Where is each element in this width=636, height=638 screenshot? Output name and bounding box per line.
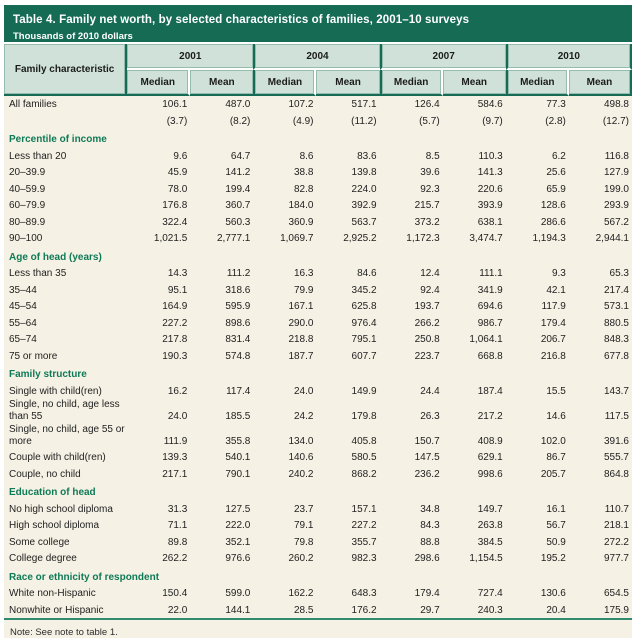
cell-value: 205.7 xyxy=(506,466,569,483)
cell-value: 117.4 xyxy=(190,383,253,400)
cell-value: 272.2 xyxy=(569,534,632,551)
cell-value: 24.2 xyxy=(253,399,316,424)
cell-value: 487.0 xyxy=(190,96,253,113)
cell-value: 190.3 xyxy=(127,348,190,365)
cell-value: 185.5 xyxy=(190,399,253,424)
cell-value: 360.9 xyxy=(253,214,316,231)
table-row xyxy=(4,164,632,181)
row-label: 45–54 xyxy=(4,298,127,315)
cell-value: 199.0 xyxy=(569,181,632,198)
cell-value: 199.4 xyxy=(190,181,253,198)
row-label: Less than 20 xyxy=(4,148,127,165)
section-label: Family structure xyxy=(4,364,632,383)
table-row xyxy=(4,96,632,113)
cell-value: 144.1 xyxy=(190,602,253,619)
cell-value: 92.4 xyxy=(380,282,443,299)
cell-value: 584.6 xyxy=(443,96,506,113)
cell-value: 1,064.1 xyxy=(443,331,506,348)
table-header xyxy=(4,44,632,96)
cell-value: 831.4 xyxy=(190,331,253,348)
cell-value: 106.1 xyxy=(127,96,190,113)
cell-value: 147.5 xyxy=(380,449,443,466)
cell-value: 998.6 xyxy=(443,466,506,483)
cell-value: (12.7) xyxy=(569,113,632,130)
cell-value: 976.4 xyxy=(316,315,379,332)
cell-value: 982.3 xyxy=(316,550,379,567)
row-label: College degree xyxy=(4,550,127,567)
table-row xyxy=(4,230,632,247)
cell-value: 24.0 xyxy=(127,399,190,424)
cell-value: 898.6 xyxy=(190,315,253,332)
cell-value: 384.5 xyxy=(443,534,506,551)
cell-value: 141.2 xyxy=(190,164,253,181)
cell-value: 179.4 xyxy=(506,315,569,332)
table-4-panel xyxy=(4,5,632,638)
cell-value: 322.4 xyxy=(127,214,190,231)
cell-value: 668.8 xyxy=(443,348,506,365)
cell-value: 89.8 xyxy=(127,534,190,551)
cell-value: 2,925.2 xyxy=(316,230,379,247)
cell-value: 24.4 xyxy=(380,383,443,400)
section-row xyxy=(4,567,632,586)
cell-value: 250.8 xyxy=(380,331,443,348)
cell-value: 126.4 xyxy=(380,96,443,113)
cell-value: 14.3 xyxy=(127,265,190,282)
row-label: 75 or more xyxy=(4,348,127,365)
cell-value: 218.1 xyxy=(569,517,632,534)
section-row xyxy=(4,129,632,148)
median-header-2007: Median xyxy=(380,70,443,96)
cell-value: 176.8 xyxy=(127,197,190,214)
cell-value: 1,069.7 xyxy=(253,230,316,247)
cell-value: 117.5 xyxy=(569,399,632,424)
cell-value: 15.5 xyxy=(506,383,569,400)
cell-value: 286.6 xyxy=(506,214,569,231)
cell-value: 84.6 xyxy=(316,265,379,282)
cell-value: 567.2 xyxy=(569,214,632,231)
note-area xyxy=(4,620,632,638)
cell-value: 290.0 xyxy=(253,315,316,332)
cell-value: 498.8 xyxy=(569,96,632,113)
cell-value: 220.6 xyxy=(443,181,506,198)
row-label: 20–39.9 xyxy=(4,164,127,181)
cell-value: 23.7 xyxy=(253,501,316,518)
row-label: Single, no child, age less than 55 xyxy=(4,399,127,424)
cell-value: 127.5 xyxy=(190,501,253,518)
cell-value: 88.8 xyxy=(380,534,443,551)
table-row xyxy=(4,214,632,231)
cell-value: 24.0 xyxy=(253,383,316,400)
cell-value: 555.7 xyxy=(569,449,632,466)
cell-value: 216.8 xyxy=(506,348,569,365)
row-label: 40–59.9 xyxy=(4,181,127,198)
cell-value: 16.1 xyxy=(506,501,569,518)
cell-value: 391.6 xyxy=(569,424,632,449)
cell-value: 393.9 xyxy=(443,197,506,214)
row-label: High school diploma xyxy=(4,517,127,534)
cell-value: 130.6 xyxy=(506,585,569,602)
cell-value: 179.4 xyxy=(380,585,443,602)
median-header-2010: Median xyxy=(506,70,569,96)
table-row xyxy=(4,449,632,466)
table-row xyxy=(4,534,632,551)
row-label: Some college xyxy=(4,534,127,551)
row-label: Couple with child(ren) xyxy=(4,449,127,466)
cell-value: 1,154.5 xyxy=(443,550,506,567)
cell-value: 195.2 xyxy=(506,550,569,567)
cell-value: 976.6 xyxy=(190,550,253,567)
cell-value: 517.1 xyxy=(316,96,379,113)
cell-value: 77.3 xyxy=(506,96,569,113)
cell-value: 139.8 xyxy=(316,164,379,181)
cell-value: 599.0 xyxy=(190,585,253,602)
table-row xyxy=(4,501,632,518)
cell-value: 25.6 xyxy=(506,164,569,181)
cell-value: 56.7 xyxy=(506,517,569,534)
row-label: Single, no child, age 55 or more xyxy=(4,424,127,449)
cell-value: 134.0 xyxy=(253,424,316,449)
cell-value: 9.3 xyxy=(506,265,569,282)
mean-header-2004: Mean xyxy=(316,70,379,96)
cell-value: 240.2 xyxy=(253,466,316,483)
cell-value: 39.6 xyxy=(380,164,443,181)
cell-value: 223.7 xyxy=(380,348,443,365)
cell-value: 167.1 xyxy=(253,298,316,315)
mean-header-2007: Mean xyxy=(443,70,506,96)
table-row xyxy=(4,148,632,165)
cell-value: (9.7) xyxy=(443,113,506,130)
cell-value: 638.1 xyxy=(443,214,506,231)
cell-value: 227.2 xyxy=(316,517,379,534)
row-label: 35–44 xyxy=(4,282,127,299)
row-label: No high school diploma xyxy=(4,501,127,518)
cell-value: 176.2 xyxy=(316,602,379,619)
year-column-2007: 2007 xyxy=(380,44,506,70)
cell-value: 127.9 xyxy=(569,164,632,181)
cell-value: 848.3 xyxy=(569,331,632,348)
table-row xyxy=(4,181,632,198)
cell-value: 355.8 xyxy=(190,424,253,449)
table-row xyxy=(4,315,632,332)
row-label: 80–89.9 xyxy=(4,214,127,231)
cell-value: 149.9 xyxy=(316,383,379,400)
cell-value: 360.7 xyxy=(190,197,253,214)
cell-value: 1,194.3 xyxy=(506,230,569,247)
cell-value: 12.4 xyxy=(380,265,443,282)
table-row xyxy=(4,550,632,567)
cell-value: 20.4 xyxy=(506,602,569,619)
row-label: Nonwhite or Hispanic xyxy=(4,602,127,619)
cell-value: 573.1 xyxy=(569,298,632,315)
section-row xyxy=(4,364,632,383)
cell-value: 79.8 xyxy=(253,534,316,551)
cell-value: 150.7 xyxy=(380,424,443,449)
cell-value: 217.4 xyxy=(569,282,632,299)
cell-value: 149.7 xyxy=(443,501,506,518)
section-label: Race or ethnicity of respondent xyxy=(4,567,632,586)
cell-value: 29.7 xyxy=(380,602,443,619)
cell-value: 83.6 xyxy=(316,148,379,165)
cell-value: 206.7 xyxy=(506,331,569,348)
cell-value: 162.2 xyxy=(253,585,316,602)
row-label: Single with child(ren) xyxy=(4,383,127,400)
cell-value: 977.7 xyxy=(569,550,632,567)
cell-value: 79.1 xyxy=(253,517,316,534)
cell-value: 654.5 xyxy=(569,585,632,602)
cell-value: 143.7 xyxy=(569,383,632,400)
row-label xyxy=(4,113,127,130)
cell-value: 563.7 xyxy=(316,214,379,231)
cell-value: 139.3 xyxy=(127,449,190,466)
section-label: Percentile of income xyxy=(4,129,632,148)
table-row xyxy=(4,585,632,602)
cell-value: 16.2 xyxy=(127,383,190,400)
cell-value: 150.4 xyxy=(127,585,190,602)
table-row xyxy=(4,348,632,365)
cell-value: 95.1 xyxy=(127,282,190,299)
cell-value: 164.9 xyxy=(127,298,190,315)
cell-value: 263.8 xyxy=(443,517,506,534)
row-label: Couple, no child xyxy=(4,466,127,483)
cell-value: (5.7) xyxy=(380,113,443,130)
year-column-2001: 2001 xyxy=(127,44,253,70)
cell-value: 1,172.3 xyxy=(380,230,443,247)
cell-value: 629.1 xyxy=(443,449,506,466)
cell-value: 266.2 xyxy=(380,315,443,332)
cell-value: 580.5 xyxy=(316,449,379,466)
cell-value: 318.6 xyxy=(190,282,253,299)
cell-value: 111.1 xyxy=(443,265,506,282)
table-note: Note: See note to table 1. xyxy=(10,627,118,638)
median-header-2004: Median xyxy=(253,70,316,96)
cell-value: 373.2 xyxy=(380,214,443,231)
cell-value: 6.2 xyxy=(506,148,569,165)
year-header-row xyxy=(4,44,632,70)
cell-value: 110.3 xyxy=(443,148,506,165)
cell-value: 31.3 xyxy=(127,501,190,518)
cell-value: 28.5 xyxy=(253,602,316,619)
cell-value: 986.7 xyxy=(443,315,506,332)
table-title-banner xyxy=(4,5,632,42)
cell-value: 26.3 xyxy=(380,399,443,424)
cell-value: (2.8) xyxy=(506,113,569,130)
table-row xyxy=(4,197,632,214)
cell-value: 694.6 xyxy=(443,298,506,315)
table-body xyxy=(4,96,632,618)
cell-value: 574.8 xyxy=(190,348,253,365)
cell-value: 92.3 xyxy=(380,181,443,198)
cell-value: 677.8 xyxy=(569,348,632,365)
cell-value: 607.7 xyxy=(316,348,379,365)
cell-value: 179.8 xyxy=(316,399,379,424)
cell-value: 217.8 xyxy=(127,331,190,348)
cell-value: 84.3 xyxy=(380,517,443,534)
cell-value: 1,021.5 xyxy=(127,230,190,247)
table-title: Table 4. Family net worth, by selected characteristics of families, 2001–10 surveys xyxy=(13,14,470,26)
cell-value: 352.1 xyxy=(190,534,253,551)
cell-value: 157.1 xyxy=(316,501,379,518)
table-row xyxy=(4,517,632,534)
cell-value: 16.3 xyxy=(253,265,316,282)
table-row xyxy=(4,113,632,130)
cell-value: 22.0 xyxy=(127,602,190,619)
cell-value: 45.9 xyxy=(127,164,190,181)
cell-value: 50.9 xyxy=(506,534,569,551)
cell-value: (4.9) xyxy=(253,113,316,130)
cell-value: 8.6 xyxy=(253,148,316,165)
cell-value: 111.9 xyxy=(127,424,190,449)
cell-value: 71.1 xyxy=(127,517,190,534)
row-label: 65–74 xyxy=(4,331,127,348)
cell-value: 625.8 xyxy=(316,298,379,315)
cell-value: 240.3 xyxy=(443,602,506,619)
section-label: Age of head (years) xyxy=(4,247,632,266)
cell-value: 110.7 xyxy=(569,501,632,518)
year-column-2004: 2004 xyxy=(253,44,379,70)
cell-value: 38.8 xyxy=(253,164,316,181)
median-header-2001: Median xyxy=(127,70,190,96)
table-row xyxy=(4,399,632,424)
cell-value: 9.6 xyxy=(127,148,190,165)
cell-value: (8.2) xyxy=(190,113,253,130)
row-label: 90–100 xyxy=(4,230,127,247)
cell-value: 117.9 xyxy=(506,298,569,315)
cell-value: 727.4 xyxy=(443,585,506,602)
cell-value: 116.8 xyxy=(569,148,632,165)
cell-value: 236.2 xyxy=(380,466,443,483)
cell-value: 193.7 xyxy=(380,298,443,315)
cell-value: 187.4 xyxy=(443,383,506,400)
table-row xyxy=(4,331,632,348)
table-row xyxy=(4,265,632,282)
cell-value: 790.1 xyxy=(190,466,253,483)
cell-value: 222.0 xyxy=(190,517,253,534)
cell-value: 187.7 xyxy=(253,348,316,365)
year-column-2010: 2010 xyxy=(506,44,632,70)
cell-value: 595.9 xyxy=(190,298,253,315)
table-row xyxy=(4,298,632,315)
cell-value: 217.2 xyxy=(443,399,506,424)
table-row xyxy=(4,602,632,619)
cell-value: 880.5 xyxy=(569,315,632,332)
cell-value: 140.6 xyxy=(253,449,316,466)
cell-value: 102.0 xyxy=(506,424,569,449)
cell-value: 65.9 xyxy=(506,181,569,198)
cell-value: 64.7 xyxy=(190,148,253,165)
cell-value: 648.3 xyxy=(316,585,379,602)
cell-value: 65.3 xyxy=(569,265,632,282)
cell-value: 86.7 xyxy=(506,449,569,466)
cell-value: (11.2) xyxy=(316,113,379,130)
cell-value: 298.6 xyxy=(380,550,443,567)
row-label: All families xyxy=(4,96,127,113)
table-subtitle: Thousands of 2010 dollars xyxy=(13,31,133,42)
row-label: 60–79.9 xyxy=(4,197,127,214)
cell-value: 2,944.1 xyxy=(569,230,632,247)
net-worth-table xyxy=(4,44,632,618)
cell-value: 79.9 xyxy=(253,282,316,299)
table-row xyxy=(4,282,632,299)
row-label: 55–64 xyxy=(4,315,127,332)
table-row xyxy=(4,424,632,449)
cell-value: 14.6 xyxy=(506,399,569,424)
section-row xyxy=(4,247,632,266)
section-row xyxy=(4,482,632,501)
cell-value: 175.9 xyxy=(569,602,632,619)
cell-value: 78.0 xyxy=(127,181,190,198)
cell-value: 82.8 xyxy=(253,181,316,198)
cell-value: 217.1 xyxy=(127,466,190,483)
cell-value: 34.8 xyxy=(380,501,443,518)
row-header-label: Family characteristic xyxy=(4,44,127,96)
cell-value: 864.8 xyxy=(569,466,632,483)
section-label: Education of head xyxy=(4,482,632,501)
row-label: Less than 35 xyxy=(4,265,127,282)
cell-value: 405.8 xyxy=(316,424,379,449)
cell-value: 260.2 xyxy=(253,550,316,567)
cell-value: 392.9 xyxy=(316,197,379,214)
cell-value: 540.1 xyxy=(190,449,253,466)
table-row xyxy=(4,383,632,400)
cell-value: 341.9 xyxy=(443,282,506,299)
cell-value: 355.7 xyxy=(316,534,379,551)
cell-value: 227.2 xyxy=(127,315,190,332)
cell-value: 795.1 xyxy=(316,331,379,348)
cell-value: (3.7) xyxy=(127,113,190,130)
cell-value: 3,474.7 xyxy=(443,230,506,247)
mean-header-2010: Mean xyxy=(569,70,632,96)
row-label: White non-Hispanic xyxy=(4,585,127,602)
cell-value: 868.2 xyxy=(316,466,379,483)
cell-value: 184.0 xyxy=(253,197,316,214)
cell-value: 111.2 xyxy=(190,265,253,282)
cell-value: 262.2 xyxy=(127,550,190,567)
cell-value: 293.9 xyxy=(569,197,632,214)
cell-value: 345.2 xyxy=(316,282,379,299)
cell-value: 107.2 xyxy=(253,96,316,113)
cell-value: 141.3 xyxy=(443,164,506,181)
cell-value: 224.0 xyxy=(316,181,379,198)
cell-value: 8.5 xyxy=(380,148,443,165)
cell-value: 215.7 xyxy=(380,197,443,214)
cell-value: 2,777.1 xyxy=(190,230,253,247)
cell-value: 42.1 xyxy=(506,282,569,299)
mean-header-2001: Mean xyxy=(190,70,253,96)
table-row xyxy=(4,466,632,483)
cell-value: 218.8 xyxy=(253,331,316,348)
cell-value: 408.9 xyxy=(443,424,506,449)
cell-value: 560.3 xyxy=(190,214,253,231)
cell-value: 128.6 xyxy=(506,197,569,214)
